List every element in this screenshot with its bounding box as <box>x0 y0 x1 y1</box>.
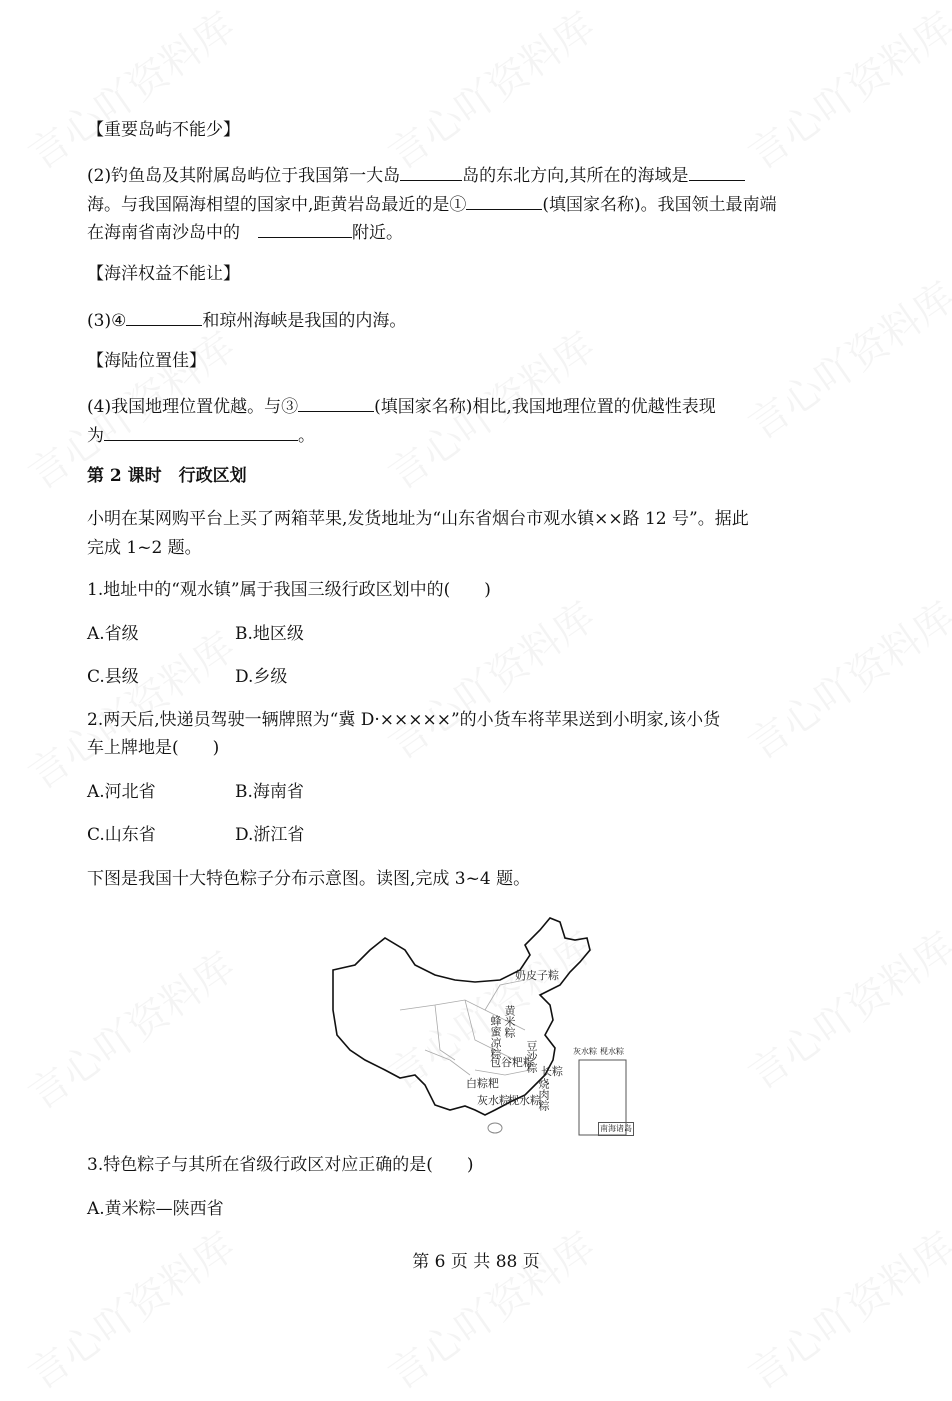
answer-blank-3[interactable] <box>298 395 374 412</box>
option-2d[interactable]: D.浙江省 <box>235 825 305 845</box>
map-label: 枧水粽 <box>508 1094 541 1107</box>
text: (2)钓鱼岛及其附属岛屿位于我国第一大岛 <box>87 166 401 186</box>
section-heading-location: 【海陆位置佳】 <box>87 351 206 371</box>
option-1c[interactable]: C.县级 <box>87 667 139 687</box>
text: 。 <box>298 426 315 446</box>
page-footer: 第 6 页 共 88 页 <box>412 1252 540 1272</box>
intro-line-2: 完成 1~2 题。 <box>87 538 202 558</box>
text: 为 <box>87 426 104 446</box>
watermark <box>375 1216 604 1400</box>
text: 和琼州海峡是我国的内海。 <box>202 311 407 331</box>
text: 附近。 <box>352 223 403 243</box>
watermark <box>15 0 244 181</box>
watermark <box>375 0 604 181</box>
mc-question-2-line-2: 车上牌地是( ) <box>87 738 220 758</box>
answer-blank[interactable] <box>400 164 462 181</box>
text: (4)我国地理位置优越。与③ <box>87 397 299 417</box>
watermark <box>735 586 952 770</box>
map-label: 烧肉粽 <box>537 1078 550 1111</box>
text: 岛的东北方向,其所在的海域是 <box>462 166 689 186</box>
watermark <box>375 586 604 770</box>
option-2b[interactable]: B.海南省 <box>235 782 304 802</box>
watermark <box>735 916 952 1100</box>
question-3 <box>87 309 406 331</box>
mc-question-1: 1.地址中的“观水镇”属于我国三级行政区划中的( ) <box>87 580 491 600</box>
map-label: 包谷粑粽 <box>490 1056 534 1069</box>
inset-label: 灰水粽 <box>573 1047 597 1056</box>
text: (填国家名称)。我国领土最南端 <box>542 195 777 215</box>
map-intro: 下图是我国十大特色粽子分布示意图。读图,完成 3~4 题。 <box>87 869 531 889</box>
question-2-line-1 <box>87 164 745 186</box>
map-label: 长粽 <box>541 1065 563 1078</box>
zongzi-distribution-map <box>325 910 660 1140</box>
text: (填国家名称)相比,我国地理位置的优越性表现 <box>374 397 716 417</box>
map-label: 蜂蜜凉粽 <box>489 1015 502 1059</box>
map-label: 白粽粑 <box>466 1077 499 1090</box>
map-label: 灰水粽 <box>477 1094 510 1107</box>
watermark <box>15 1216 244 1400</box>
inset-title: 南海诸岛 <box>598 1122 634 1136</box>
section-heading-maritime: 【海洋权益不能让】 <box>87 264 240 284</box>
question-4-line-2 <box>87 424 315 446</box>
mc-question-2-line-1: 2.两天后,快递员驾驶一辆牌照为“冀 D·×××××”的小货车将苹果送到小明家,该小货 <box>87 710 721 730</box>
option-2a[interactable]: A.河北省 <box>87 782 156 802</box>
watermark <box>735 1216 952 1400</box>
section-heading-islands: 【重要岛屿不能少】 <box>87 120 240 140</box>
answer-blank[interactable] <box>104 424 298 441</box>
map-label: 豆沙粽 <box>525 1040 538 1073</box>
intro-line-1: 小明在某网购平台上买了两箱苹果,发货地址为“山东省烟台市观水镇××路 12 号”。据此 <box>87 509 749 529</box>
question-2-line-3 <box>87 221 403 243</box>
option-3a[interactable]: A.黄米粽—陕西省 <box>87 1199 224 1219</box>
answer-blank-4[interactable] <box>126 309 202 326</box>
option-1d[interactable]: D.乡级 <box>235 667 288 687</box>
option-1a[interactable]: A.省级 <box>87 624 139 644</box>
lesson-title: 第 2 课时 行政区划 <box>87 466 247 486</box>
text: 海。与我国隔海相望的国家中,距黄岩岛最近的是① <box>87 195 467 215</box>
question-4-line-1 <box>87 395 716 417</box>
option-2c[interactable]: C.山东省 <box>87 825 156 845</box>
question-2-line-2 <box>87 193 777 215</box>
answer-blank-1[interactable] <box>466 193 542 210</box>
watermark <box>735 0 952 181</box>
map-label: 奶皮子粽 <box>515 969 559 982</box>
option-1b[interactable]: B.地区级 <box>235 624 304 644</box>
mc-question-3: 3.特色粽子与其所在省级行政区对应正确的是( ) <box>87 1155 474 1175</box>
answer-blank[interactable] <box>689 164 745 181</box>
text: 在海南省南沙岛中的 <box>87 223 240 243</box>
answer-blank[interactable] <box>258 221 352 238</box>
watermark <box>15 936 244 1120</box>
watermark <box>735 266 952 450</box>
inset-label: 枧水粽 <box>600 1047 624 1056</box>
map-label: 黄米粽 <box>503 1005 516 1038</box>
text: (3)④ <box>87 311 127 331</box>
